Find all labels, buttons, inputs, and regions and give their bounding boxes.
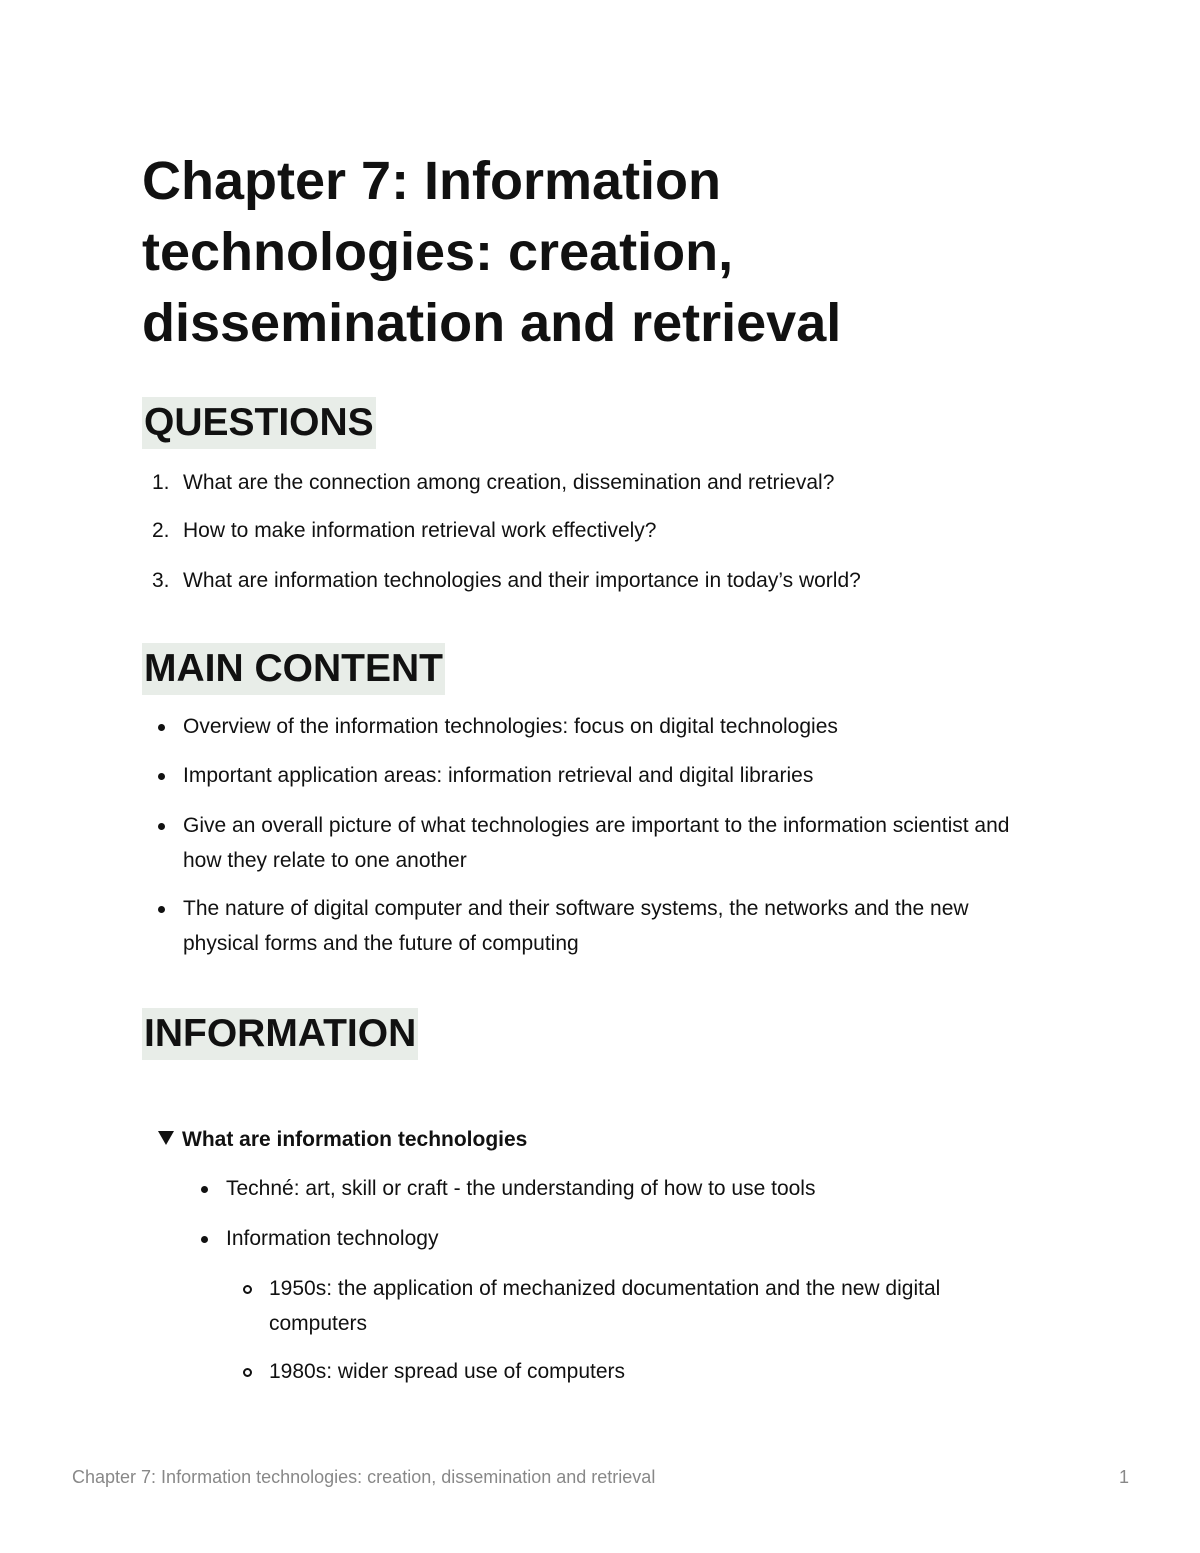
list-item: [142, 563, 1042, 598]
triangle-down-icon[interactable]: [158, 1131, 174, 1145]
list-item: [228, 1271, 1028, 1341]
list-item-text: Techné: art, skill or craft - the understanding of how to use tools: [226, 1177, 816, 1200]
list-item-text: What are information technologies and their importance in today’s world?: [183, 569, 861, 592]
list-item: [185, 1221, 1025, 1256]
questions-list: [142, 465, 1042, 598]
hollow-bullet-icon: [243, 1368, 252, 1377]
list-item-text: The nature of digital computer and their software systems, the networks and the new physical forms and the future of computing: [183, 897, 969, 955]
toggle-label: What are information technologies: [182, 1128, 528, 1151]
list-item: [142, 808, 1022, 878]
list-item: [185, 1171, 1025, 1206]
list-item-text: 1950s: the application of mechanized documentation and the new digital computers: [269, 1277, 941, 1335]
toggle-block[interactable]: [158, 1125, 527, 1155]
list-number: 2.: [152, 519, 170, 542]
list-item-text: How to make information retrieval work effectively?: [183, 519, 657, 542]
footer-running-title: Chapter 7: Information technologies: creation, dissemination and retrieval: [72, 1467, 656, 1487]
list-item: [142, 891, 1022, 961]
list-item: [142, 709, 1022, 744]
page-title: Chapter 7: Information technologies: creation, dissemination and retrieval: [142, 151, 842, 353]
list-item-text: Overview of the information technologies: focus on digital technologies: [183, 715, 838, 738]
footer-page-number: 1: [1119, 1467, 1130, 1487]
bullet-icon: [158, 906, 165, 913]
list-item-text: What are the connection among creation, dissemination and retrieval?: [183, 471, 835, 494]
main-content-heading: MAIN CONTENT: [142, 643, 445, 695]
main-content-list: [142, 709, 1022, 961]
list-item: [228, 1354, 1028, 1389]
list-item: [142, 758, 1022, 793]
list-item-text: Information technology: [226, 1227, 439, 1250]
bullet-icon: [201, 1186, 208, 1193]
list-number: 3.: [152, 569, 170, 592]
bullet-icon: [158, 724, 165, 731]
information-list: [185, 1171, 1025, 1256]
list-item: [142, 465, 1042, 500]
questions-heading: QUESTIONS: [142, 397, 376, 449]
list-item-text: Important application areas: information retrieval and digital libraries: [183, 764, 814, 787]
bullet-icon: [158, 823, 165, 830]
bullet-icon: [201, 1236, 208, 1243]
hollow-bullet-icon: [243, 1285, 252, 1294]
bullet-icon: [158, 773, 165, 780]
list-item-text: Give an overall picture of what technologies are important to the information scientist and how they relate to one another: [183, 814, 1010, 872]
list-item: [142, 513, 1042, 548]
list-number: 1.: [152, 471, 170, 494]
information-heading: INFORMATION: [142, 1008, 418, 1060]
information-sublist: [228, 1271, 1028, 1389]
list-item-text: 1980s: wider spread use of computers: [269, 1360, 626, 1383]
